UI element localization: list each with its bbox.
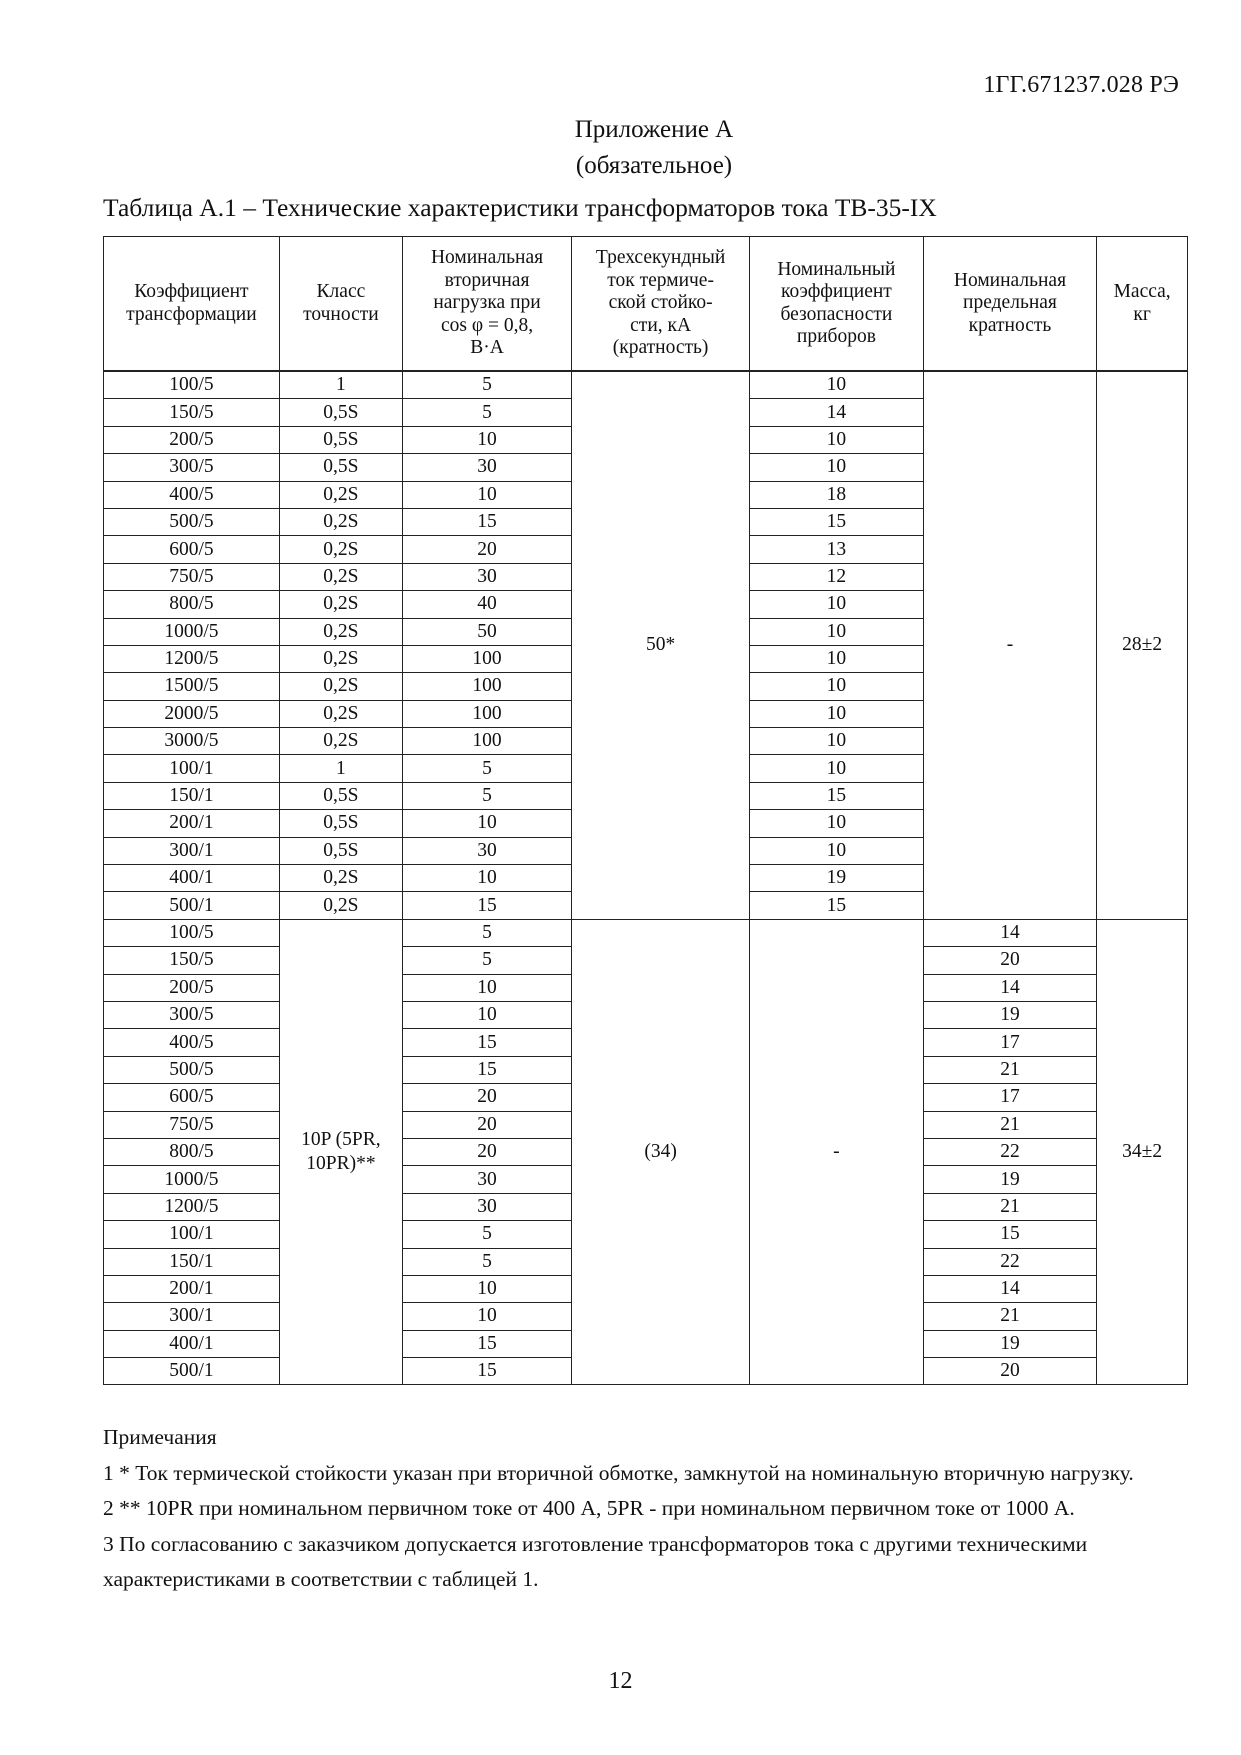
- ratio-cell: 100/1: [104, 755, 280, 782]
- page-number: 12: [608, 1668, 633, 1694]
- safety-factor-cell: 10: [750, 728, 924, 755]
- limit-factor-cell: 17: [923, 1084, 1097, 1111]
- ratio-cell: 300/5: [104, 454, 280, 481]
- limit-factor-cell: 15: [923, 1221, 1097, 1248]
- safety-factor-cell: 10: [750, 645, 924, 672]
- note-2: 2 ** 10PR при номинальном первичном токе от 400 А, 5PR - при номинальном первичном токе от 1000 А.: [103, 1496, 1075, 1520]
- accuracy-class-cell: 0,2S: [279, 865, 402, 892]
- safety-factor-cell: 10: [750, 591, 924, 618]
- safety-factor-cell: 15: [750, 508, 924, 535]
- document-code: 1ГГ.671237.028 РЭ: [983, 72, 1179, 98]
- thermal-current-cell: (34): [572, 919, 750, 1385]
- ratio-cell: 200/5: [104, 426, 280, 453]
- accuracy-class-cell: 0,2S: [279, 563, 402, 590]
- accuracy-class-cell: 0,5S: [279, 426, 402, 453]
- ratio-cell: 100/1: [104, 1221, 280, 1248]
- table-body: [104, 371, 1188, 1385]
- secondary-load-cell: 100: [402, 645, 571, 672]
- accuracy-class-cell: 0,2S: [279, 508, 402, 535]
- safety-factor-cell: 10: [750, 700, 924, 727]
- secondary-load-cell: 20: [402, 1111, 571, 1138]
- secondary-load-cell: 5: [402, 1221, 571, 1248]
- column-header-ratio: Коэффициент трансформации: [104, 237, 280, 372]
- mass-cell: 34±2: [1097, 919, 1188, 1385]
- secondary-load-cell: 10: [402, 974, 571, 1001]
- ratio-cell: 1000/5: [104, 618, 280, 645]
- secondary-load-cell: 30: [402, 837, 571, 864]
- secondary-load-cell: 5: [402, 947, 571, 974]
- secondary-load-cell: 5: [402, 919, 571, 946]
- secondary-load-cell: 5: [402, 782, 571, 809]
- ratio-cell: 200/1: [104, 1275, 280, 1302]
- table-header-row: [104, 237, 1188, 372]
- safety-factor-cell: 15: [750, 782, 924, 809]
- accuracy-class-cell: 0,2S: [279, 728, 402, 755]
- safety-factor-cell: 12: [750, 563, 924, 590]
- accuracy-class-cell: 0,5S: [279, 810, 402, 837]
- accuracy-class-cell: 0,2S: [279, 536, 402, 563]
- specifications-table: [103, 236, 1188, 1385]
- safety-factor-cell: 10: [750, 837, 924, 864]
- table-row: [104, 371, 1188, 399]
- limit-factor-cell: 14: [923, 919, 1097, 946]
- safety-factor-cell: 18: [750, 481, 924, 508]
- limit-factor-cell: 21: [923, 1303, 1097, 1330]
- table-row: [104, 919, 1188, 946]
- secondary-load-cell: 30: [402, 454, 571, 481]
- accuracy-class-cell: 1: [279, 755, 402, 782]
- ratio-cell: 800/5: [104, 591, 280, 618]
- safety-factor-cell: 10: [750, 755, 924, 782]
- secondary-load-cell: 15: [402, 1358, 571, 1385]
- ratio-cell: 200/1: [104, 810, 280, 837]
- secondary-load-cell: 15: [402, 508, 571, 535]
- limit-factor-cell: 17: [923, 1029, 1097, 1056]
- secondary-load-cell: 30: [402, 1166, 571, 1193]
- ratio-cell: 150/1: [104, 782, 280, 809]
- accuracy-class-cell: 1: [279, 371, 402, 399]
- limit-factor-cell: -: [923, 371, 1097, 919]
- ratio-cell: 100/5: [104, 919, 280, 946]
- ratio-cell: 500/5: [104, 508, 280, 535]
- ratio-cell: 750/5: [104, 1111, 280, 1138]
- limit-factor-cell: 19: [923, 1166, 1097, 1193]
- limit-factor-cell: 22: [923, 1248, 1097, 1275]
- column-header-mass: Масса, кг: [1097, 237, 1188, 372]
- ratio-cell: 800/5: [104, 1138, 280, 1165]
- limit-factor-cell: 20: [923, 1358, 1097, 1385]
- ratio-cell: 400/1: [104, 1330, 280, 1357]
- secondary-load-cell: 5: [402, 371, 571, 399]
- accuracy-class-cell: 0,2S: [279, 481, 402, 508]
- accuracy-class-cell: 10P (5PR, 10PR)**: [279, 919, 402, 1385]
- accuracy-class-cell: 0,5S: [279, 454, 402, 481]
- ratio-cell: 600/5: [104, 1084, 280, 1111]
- appendix-heading: [0, 112, 1241, 184]
- notes-title: Примечания: [103, 1425, 217, 1449]
- accuracy-class-cell: 0,2S: [279, 645, 402, 672]
- appendix-subtitle: (обязательное): [575, 152, 733, 179]
- table-caption: Таблица А.1 – Технические характеристики трансформаторов тока ТВ-35-IX: [103, 193, 937, 222]
- accuracy-class-cell: 0,2S: [279, 700, 402, 727]
- note-1: 1 * Ток термической стойкости указан при вторичной обмотке, замкнутой на номинальную вторичную нагрузку.: [103, 1460, 1134, 1485]
- secondary-load-cell: 10: [402, 481, 571, 508]
- ratio-cell: 600/5: [104, 536, 280, 563]
- safety-factor-cell: 15: [750, 892, 924, 919]
- secondary-load-cell: 50: [402, 618, 571, 645]
- limit-factor-cell: 19: [923, 1330, 1097, 1357]
- secondary-load-cell: 15: [402, 1029, 571, 1056]
- column-header-limit-factor: Номинальная предельная кратность: [923, 237, 1097, 372]
- accuracy-class-cell: 0,2S: [279, 591, 402, 618]
- accuracy-class-cell: 0,5S: [279, 837, 402, 864]
- ratio-cell: 400/5: [104, 1029, 280, 1056]
- limit-factor-cell: 21: [923, 1193, 1097, 1220]
- secondary-load-cell: 100: [402, 673, 571, 700]
- limit-factor-cell: 21: [923, 1056, 1097, 1083]
- limit-factor-cell: 14: [923, 1275, 1097, 1302]
- ratio-cell: 500/1: [104, 892, 280, 919]
- safety-factor-cell: 14: [750, 399, 924, 426]
- safety-factor-cell: 19: [750, 865, 924, 892]
- safety-factor-cell: 10: [750, 454, 924, 481]
- secondary-load-cell: 40: [402, 591, 571, 618]
- ratio-cell: 500/1: [104, 1358, 280, 1385]
- secondary-load-cell: 100: [402, 728, 571, 755]
- secondary-load-cell: 30: [402, 563, 571, 590]
- secondary-load-cell: 10: [402, 426, 571, 453]
- limit-factor-cell: 22: [923, 1138, 1097, 1165]
- ratio-cell: 1200/5: [104, 1193, 280, 1220]
- column-header-thermal-current: Трехсекундный ток термиче- ской стойко- сти, кА (кратность): [572, 237, 750, 372]
- ratio-cell: 300/5: [104, 1001, 280, 1028]
- ratio-cell: 1500/5: [104, 673, 280, 700]
- ratio-cell: 400/5: [104, 481, 280, 508]
- ratio-cell: 150/5: [104, 399, 280, 426]
- safety-factor-cell: 10: [750, 371, 924, 399]
- safety-factor-cell: 10: [750, 426, 924, 453]
- secondary-load-cell: 20: [402, 1138, 571, 1165]
- ratio-cell: 1000/5: [104, 1166, 280, 1193]
- ratio-cell: 200/5: [104, 974, 280, 1001]
- ratio-cell: 1200/5: [104, 645, 280, 672]
- secondary-load-cell: 20: [402, 536, 571, 563]
- secondary-load-cell: 100: [402, 700, 571, 727]
- ratio-cell: 300/1: [104, 837, 280, 864]
- safety-factor-cell: -: [750, 919, 924, 1385]
- safety-factor-cell: 13: [750, 536, 924, 563]
- limit-factor-cell: 19: [923, 1001, 1097, 1028]
- accuracy-class-cell: 0,5S: [279, 399, 402, 426]
- secondary-load-cell: 10: [402, 1275, 571, 1302]
- ratio-cell: 500/5: [104, 1056, 280, 1083]
- secondary-load-cell: 15: [402, 1056, 571, 1083]
- ratio-cell: 300/1: [104, 1303, 280, 1330]
- safety-factor-cell: 10: [750, 618, 924, 645]
- safety-factor-cell: 10: [750, 673, 924, 700]
- column-header-accuracy-class: Класс точности: [279, 237, 402, 372]
- secondary-load-cell: 10: [402, 865, 571, 892]
- appendix-title: Приложение А: [574, 116, 734, 143]
- secondary-load-cell: 5: [402, 1248, 571, 1275]
- ratio-cell: 2000/5: [104, 700, 280, 727]
- ratio-cell: 750/5: [104, 563, 280, 590]
- safety-factor-cell: 10: [750, 810, 924, 837]
- ratio-cell: 150/5: [104, 947, 280, 974]
- accuracy-class-cell: 0,2S: [279, 892, 402, 919]
- thermal-current-cell: 50*: [572, 371, 750, 919]
- limit-factor-cell: 14: [923, 974, 1097, 1001]
- limit-factor-cell: 20: [923, 947, 1097, 974]
- accuracy-class-cell: 0,2S: [279, 618, 402, 645]
- secondary-load-cell: 10: [402, 810, 571, 837]
- secondary-load-cell: 15: [402, 1330, 571, 1357]
- column-header-secondary-load: Номинальная вторичная нагрузка при cos φ = 0,8, В·А: [402, 237, 571, 372]
- secondary-load-cell: 5: [402, 399, 571, 426]
- secondary-load-cell: 10: [402, 1303, 571, 1330]
- ratio-cell: 100/5: [104, 371, 280, 399]
- limit-factor-cell: 21: [923, 1111, 1097, 1138]
- secondary-load-cell: 30: [402, 1193, 571, 1220]
- accuracy-class-cell: 0,2S: [279, 673, 402, 700]
- secondary-load-cell: 5: [402, 755, 571, 782]
- notes-section: [103, 1420, 1188, 1598]
- secondary-load-cell: 10: [402, 1001, 571, 1028]
- secondary-load-cell: 15: [402, 892, 571, 919]
- note-3: 3 По согласованию с заказчиком допускается изготовление трансформаторов тока с другими техническими характеристиками в соответствии с таблицей 1.: [103, 1531, 1088, 1591]
- ratio-cell: 3000/5: [104, 728, 280, 755]
- ratio-cell: 150/1: [104, 1248, 280, 1275]
- secondary-load-cell: 20: [402, 1084, 571, 1111]
- column-header-safety-factor: Номинальный коэффициент безопасности приборов: [750, 237, 924, 372]
- accuracy-class-cell: 0,5S: [279, 782, 402, 809]
- mass-cell: 28±2: [1097, 371, 1188, 919]
- ratio-cell: 400/1: [104, 865, 280, 892]
